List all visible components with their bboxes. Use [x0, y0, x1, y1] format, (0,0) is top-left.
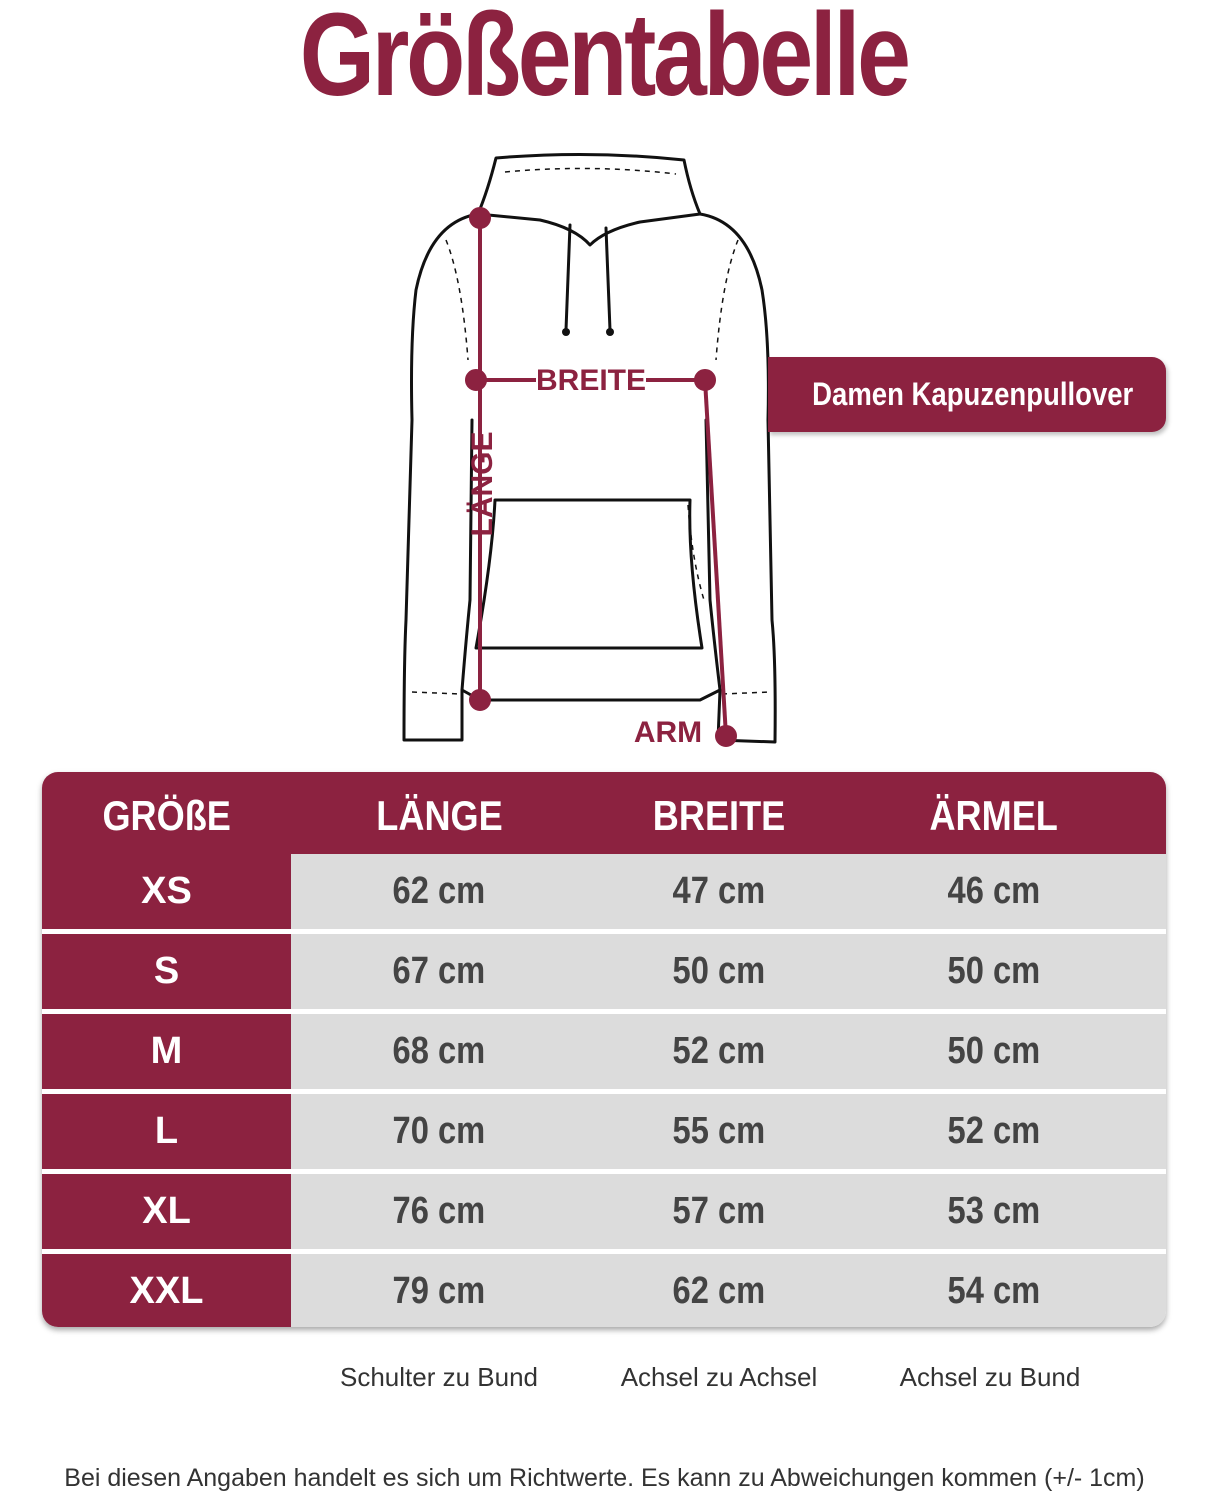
- width-measure-label: BREITE: [535, 364, 647, 397]
- table-row: [42, 1174, 1166, 1249]
- header-sleeve: ÄRMEL: [929, 792, 1059, 839]
- header-length: LÄNGE: [375, 792, 503, 839]
- note-sleeve: Achsel zu Bund: [899, 1362, 1081, 1392]
- length-cell: 67 cm: [392, 950, 486, 992]
- table-header: [42, 772, 1166, 854]
- disclaimer-text: Bei diesen Angaben handelt es sich um Richtwerte. Es kann zu Abweichungen kommen (+/- 1cm): [64, 1464, 1145, 1492]
- sleeve-cell: 46 cm: [947, 870, 1041, 912]
- size-cell: M: [42, 1014, 291, 1089]
- width-cell: 62 cm: [672, 1270, 766, 1312]
- table-row: [42, 934, 1166, 1009]
- product-label-tab: [768, 357, 1166, 432]
- arm-measure-label: ARM: [633, 716, 703, 749]
- sleeve-cell: 50 cm: [947, 950, 1041, 992]
- size-cell: XL: [42, 1174, 291, 1249]
- note-length: Schulter zu Bund: [339, 1362, 538, 1392]
- length-cell: 79 cm: [392, 1270, 486, 1312]
- note-width: Achsel zu Achsel: [620, 1362, 818, 1392]
- width-cell: 47 cm: [672, 870, 766, 912]
- table-row: [42, 854, 1166, 929]
- table-row: [42, 1254, 1166, 1327]
- sleeve-cell: 54 cm: [947, 1270, 1041, 1312]
- header-width: BREITE: [652, 792, 786, 839]
- page-title: Größentabelle: [299, 0, 908, 121]
- width-cell: 50 cm: [672, 950, 766, 992]
- header-size: GRÖßE: [102, 792, 231, 839]
- sleeve-cell: 52 cm: [947, 1110, 1041, 1152]
- length-cell: 70 cm: [392, 1110, 486, 1152]
- sleeve-cell: 53 cm: [947, 1190, 1041, 1232]
- size-cell: L: [42, 1094, 291, 1169]
- length-measure-label: LÄNGE: [466, 431, 499, 537]
- size-cell: XXL: [42, 1254, 291, 1327]
- width-cell: 55 cm: [672, 1110, 766, 1152]
- width-cell: 52 cm: [672, 1030, 766, 1072]
- product-label: Damen Kapuzenpullover: [812, 376, 1134, 412]
- table-row: [42, 1014, 1166, 1089]
- length-cell: 68 cm: [392, 1030, 486, 1072]
- table-row: [42, 1094, 1166, 1169]
- size-table: [42, 772, 1166, 1327]
- width-cell: 57 cm: [672, 1190, 766, 1232]
- hoodie-diagram: [380, 140, 800, 760]
- sleeve-cell: 50 cm: [947, 1030, 1041, 1072]
- length-cell: 62 cm: [392, 870, 486, 912]
- size-cell: S: [42, 934, 291, 1009]
- length-cell: 76 cm: [392, 1190, 486, 1232]
- size-cell: XS: [42, 854, 291, 929]
